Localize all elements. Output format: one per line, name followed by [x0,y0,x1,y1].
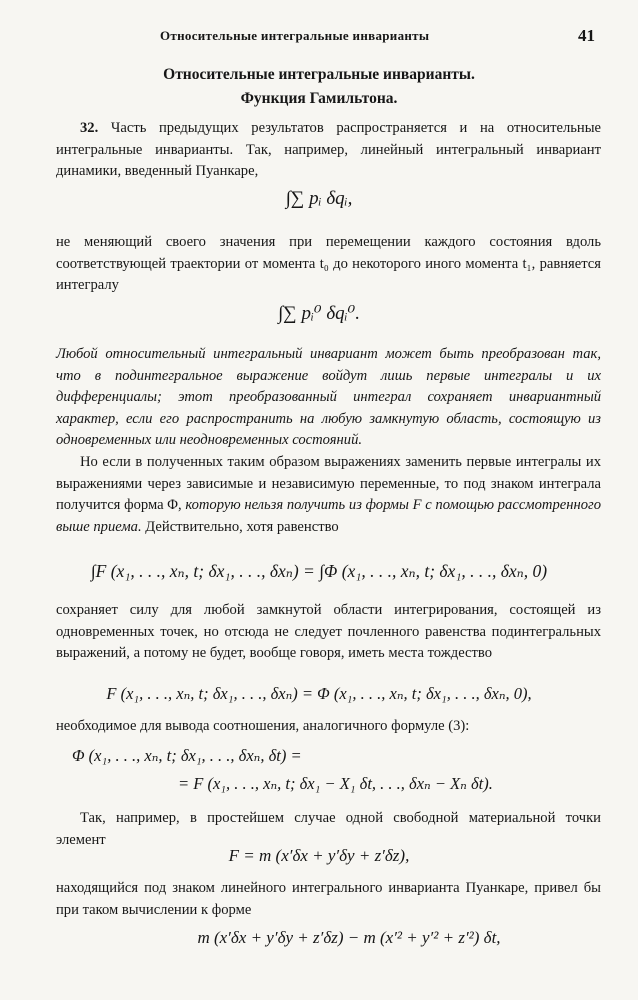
paragraph-8: находящийся под знаком линейного интегрального инварианта Пуанкаре, привел бы при таком вычислении к форме [56,880,601,918]
paragraph-4 [56,452,601,538]
running-head: Относительные интегральные инварианты [160,28,430,43]
paragraph-7: Так, например, в простейшем случае одной свободной материальной точки элемент [56,810,601,848]
equation-6: F = m (x′δx + y′δy + z′δz), [228,846,410,865]
paragraph-6: необходимое для вывода соотношения, аналогичного формуле (3): [56,718,470,734]
paragraph-1 [56,118,601,183]
paragraph-3: Любой относительный интегральный инвариант может быть преобразован так, что в подинтегральное выражение войдут лишь первые интегралы и их дифференциалы; этот преобразованный интеграл сохраняет инвариантный характер, если его распространить на любую замкнутую область, состоящую из одновременных или неодновременных состояний. [56,346,601,448]
section-number: 32. [80,120,99,136]
section-heading-line2: Функция Гамильтона. [240,90,398,107]
paragraph-2: не меняющий своего значения при перемещении каждого состояния вдоль соответствующей траектории от момента t₀ до некоторого иного момента t₁, равняется интегралу [56,234,601,293]
equation-1: ∫∑ pᵢ δqᵢ, [285,188,353,209]
equation-5-line-1: Φ (x₁, . . ., xₙ, t; δx₁, . . ., δxₙ, δt) = [72,746,302,765]
paragraph-5: сохраняет силу для любой замкнутой области интегрирования, состоящей из одновременных точек, но отсюда не следует почленного равенства подинтегральных выражений, а потому не будет, вообще говоря, иметь места тождество [56,602,601,661]
equation-7: m (x′δx + y′δy + z′δz) − m (x′² + y′² + z′²) δt, [197,928,501,947]
equation-3: ∫F (x₁, . . ., xₙ, t; δx₁, . . ., δxₙ) = ∫Φ (x₁, . . ., xₙ, t; δx₁, . . ., δxₙ, 0) [90,561,548,581]
equation-2: ∫∑ pᵢ⁰ δqᵢ⁰. [277,303,361,324]
equation-5-line-2: = F (x₁, . . ., xₙ, t; δx₁ − X₁ δt, . . ., δxₙ − Xₙ δt). [178,774,493,793]
section-heading-line1: Относительные интегральные инварианты. [163,66,475,83]
paragraph-4-italic: которую нельзя получить из формы F с помощью рассмотренного выше приема. [56,497,601,535]
equation-4: F (x₁, . . ., xₙ, t; δx₁, . . ., δxₙ) = Φ (x₁, . . ., xₙ, t; δx₁, . . ., δxₙ, 0), [106,684,532,703]
paragraph-4-text-c: Действительно, хотя равенство [145,518,339,535]
paragraph-1-text: Часть предыдущих результатов распространяется и на относительные интегральные инварианты. Так, например, линейный интегральный инвариант динамики, введенный Пуанкаре, [56,120,601,179]
paragraph-4-text-a: Но если в полученных таким образом выражениях заменить первые интегралы их выражениями через зависимые и независимую переменные, то под знаком интеграла получится форма Φ, [56,454,601,513]
page-number: 41 [578,26,595,45]
